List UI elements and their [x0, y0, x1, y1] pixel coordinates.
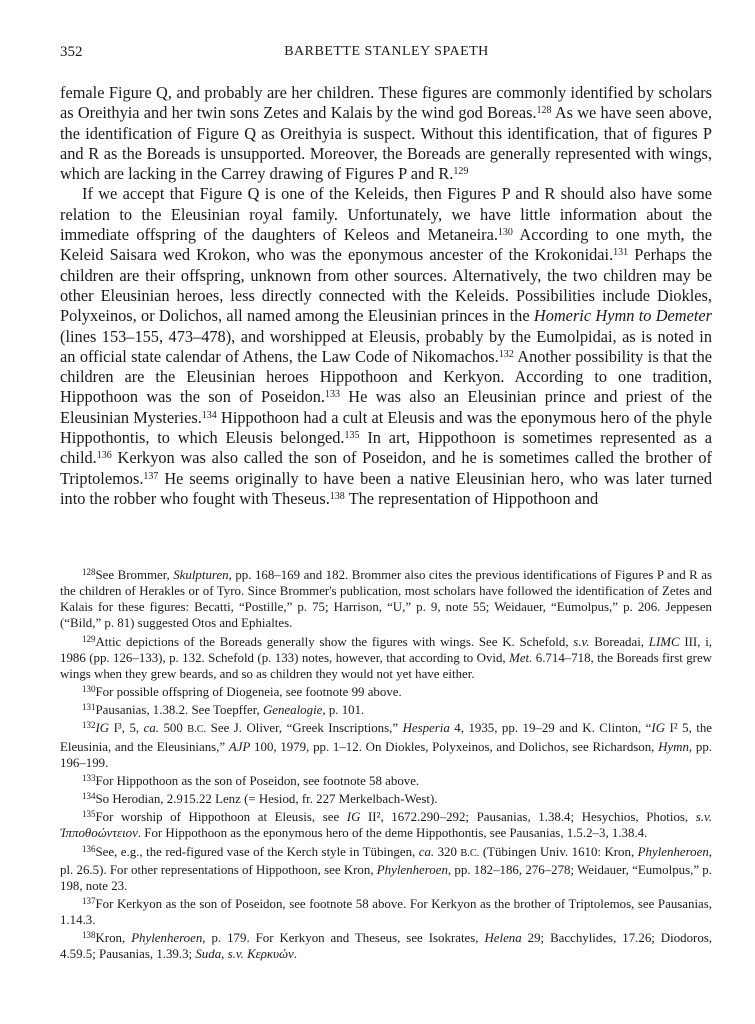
footnote-ref[interactable]: 129 — [453, 166, 469, 178]
footnote-ref[interactable]: 137 — [143, 470, 159, 482]
footnote-128: $^{128}$See Brommer, Skulpturen, pp. 168–169 and 182. Brommer also cites the previous identifications of Figures P and R as the children of Herakles or of Tyro. Since Brommer's publication, most scholars have followed the identification of Zetes and Kalais for these figures: Becatti, “Postille,” p. 75; Harrison, “U,” p. 9, note 55; Weidauer, “Eumolpus,” p. 206. Jeppesen (“Bild,” p. 81) suggested Otos and Ephialtes. — [60, 567, 712, 631]
footnote-ref[interactable]: 132 — [498, 348, 514, 360]
footnote-ref[interactable]: 135 — [344, 430, 360, 442]
paragraph-1: female Figure Q, and probably are her children. These figures are commonly identified by scholars as Oreithyia and her twin sons Zetes and Kalais by the wind god Boreas.$^{128}$ As we have seen above, the identification of Figure Q as Oreithyia is suspect. Without this identification, that of figures P and R as the Boreads is unsupported. Moreover, the Boreads are generally represented with wings, which are lacking in the Carrey drawing of Figures P and R.$^{129}$ — [60, 83, 712, 184]
footnote-ref[interactable]: 128 — [536, 105, 552, 117]
footnote-137: $^{137}$For Kerkyon as the son of Poseidon, see footnote 58 above. For Kerkyon as the brother of Triptolemos, see Pausanias, 1.14.3. — [60, 895, 712, 928]
footnote-ref[interactable]: 133 — [325, 389, 341, 401]
footnote-131: $^{131}$Pausanias, 1.38.2. See Toepffer, Genealogie, p. 101. — [82, 702, 365, 718]
running-head-author: BARBETTE STANLEY SPAETH — [284, 44, 489, 59]
footnote-136: $^{136}$See, e.g., the red-figured vase of the Kerch style in Tübingen, ca. 320 B.C. (Tübingen Univ. 1610: Kron, Phylenheroen, pl. 26.5). For other representations of Hippothoon, see Kron, Phylenheroen, pp. 182–186, 276–278; Weidauer, “Eumolpus,” p. 198, note 23. — [60, 843, 712, 893]
main-text — [60, 83, 712, 509]
footnote-ref[interactable]: 131 — [613, 247, 629, 259]
footnote-133: $^{133}$For Hippothoon as the son of Poseidon, see footnote 58 above. — [82, 772, 420, 788]
page-number: 352 — [60, 44, 83, 60]
footnote-129: $^{129}$Attic depictions of the Boreads generally show the figures with wings. See K. Schefold, s.v. Boreadai, LIMC III, i, 1986 (pp. 126–133), p. 132. Schefold (p. 133) notes, however, that according to Ovid, Met. 6.714–718, the Boreads first grew wings when they grew beards, and so as children they would not yet have either. — [60, 633, 712, 681]
footnote-138: $^{138}$Kron, Phylenheroen, p. 179. For Kerkyon and Theseus, see Isokrates, Helena 29; Bacchylides, 17.26; Diodoros, 4.59.5; Pausanias, 1.39.3; Suda, s.v. Κερκυών. — [60, 930, 713, 962]
footnotes — [60, 567, 712, 965]
footnote-135: $^{135}$For worship of Hippothoon at Eleusis, see IG II², 1672.290–292; Pausanias, 1.38.4; Hesychios, Photios, s.v. Ἱπποθοώντειον. For Hippothoon as the eponymous hero of the deme Hippothontis, see Pausanias, 1.5.2–3, 1.38.4. — [60, 809, 712, 841]
footnote-ref[interactable]: 134 — [201, 409, 217, 421]
footnote-ref[interactable]: 136 — [96, 450, 112, 462]
running-header — [60, 44, 713, 64]
title-homeric-hymn: Homeric Hymn to Demeter — [533, 306, 712, 326]
footnote-130: $^{130}$For possible offspring of Diogeneia, see footnote 99 above. — [82, 684, 402, 700]
paragraph-2: If we accept that Figure Q is one of the Keleids, then Figures P and R should also have some relation to the Eleusinian royal family. Unfortunately, we have little information about the immediate offspring of the daughters of Keleos and Metaneira.$^{130}$ According to one myth, the Keleid Saisara wed Krokon, who was the eponymous ancester of the Krokonidai.$^{131}$ Perhaps the children are their offspring, unknown from other sources. Alternatively, the two children may be other Eleusinian heroes, less directly connected with the Keleids. Possibilities include Diokles, Polyxeinos, or Dolichos, all named among the Eleusinian princes in the Homeric Hymn to Demeter (lines 153–155, 473–478), and worshipped at Eleusis, probably by the Eumolpidai, as is noted in an official state calendar of Athens, the Law Code of Nikomachos.$^{132}$ Another possibility is that the children are the Eleusinian heroes Hippothoon and Kerkyon. According to one tradition, Hippothoon was the son of Poseidon.$^{133}$ He was also an Eleusinian prince and priest of the Eleusinian Mysteries.$^{134}$ Hippothoon had a cult at Eleusis and was the eponymous hero of the phyle Hippothontis, to which Eleusis belonged.$^{135}$ In art, Hippothoon is sometimes represented as a child.$^{136}$ Kerkyon was also called the son of Poseidon, and he is sometimes called the brother of Triptolemos.$^{137}$ He seems originally to have been a native Eleusinian hero, who was later turned into the robber who fought with Theseus.$^{138}$ The representation of Hippothoon and — [60, 184, 713, 508]
footnote-134: $^{134}$So Herodian, 2.915.22 Lenz (= Hesiod, fr. 227 Merkelbach-West). — [82, 791, 438, 807]
footnote-ref[interactable]: 130 — [497, 227, 513, 239]
footnote-132: $^{132}$IG I³, 5, ca. 500 B.C. See J. Oliver, “Greek Inscriptions,” Hesperia 4, 1935, pp. 19–29 and K. Clinton, “IG I² 5, the Eleusinia, and the Eleusinians,” AJP 100, 1979, pp. 1–12. On Diokles, Polyxeinos, and Dolichos, see Richardson, Hymn, pp. 196–199. — [60, 720, 713, 770]
footnote-ref[interactable]: 138 — [329, 490, 345, 502]
